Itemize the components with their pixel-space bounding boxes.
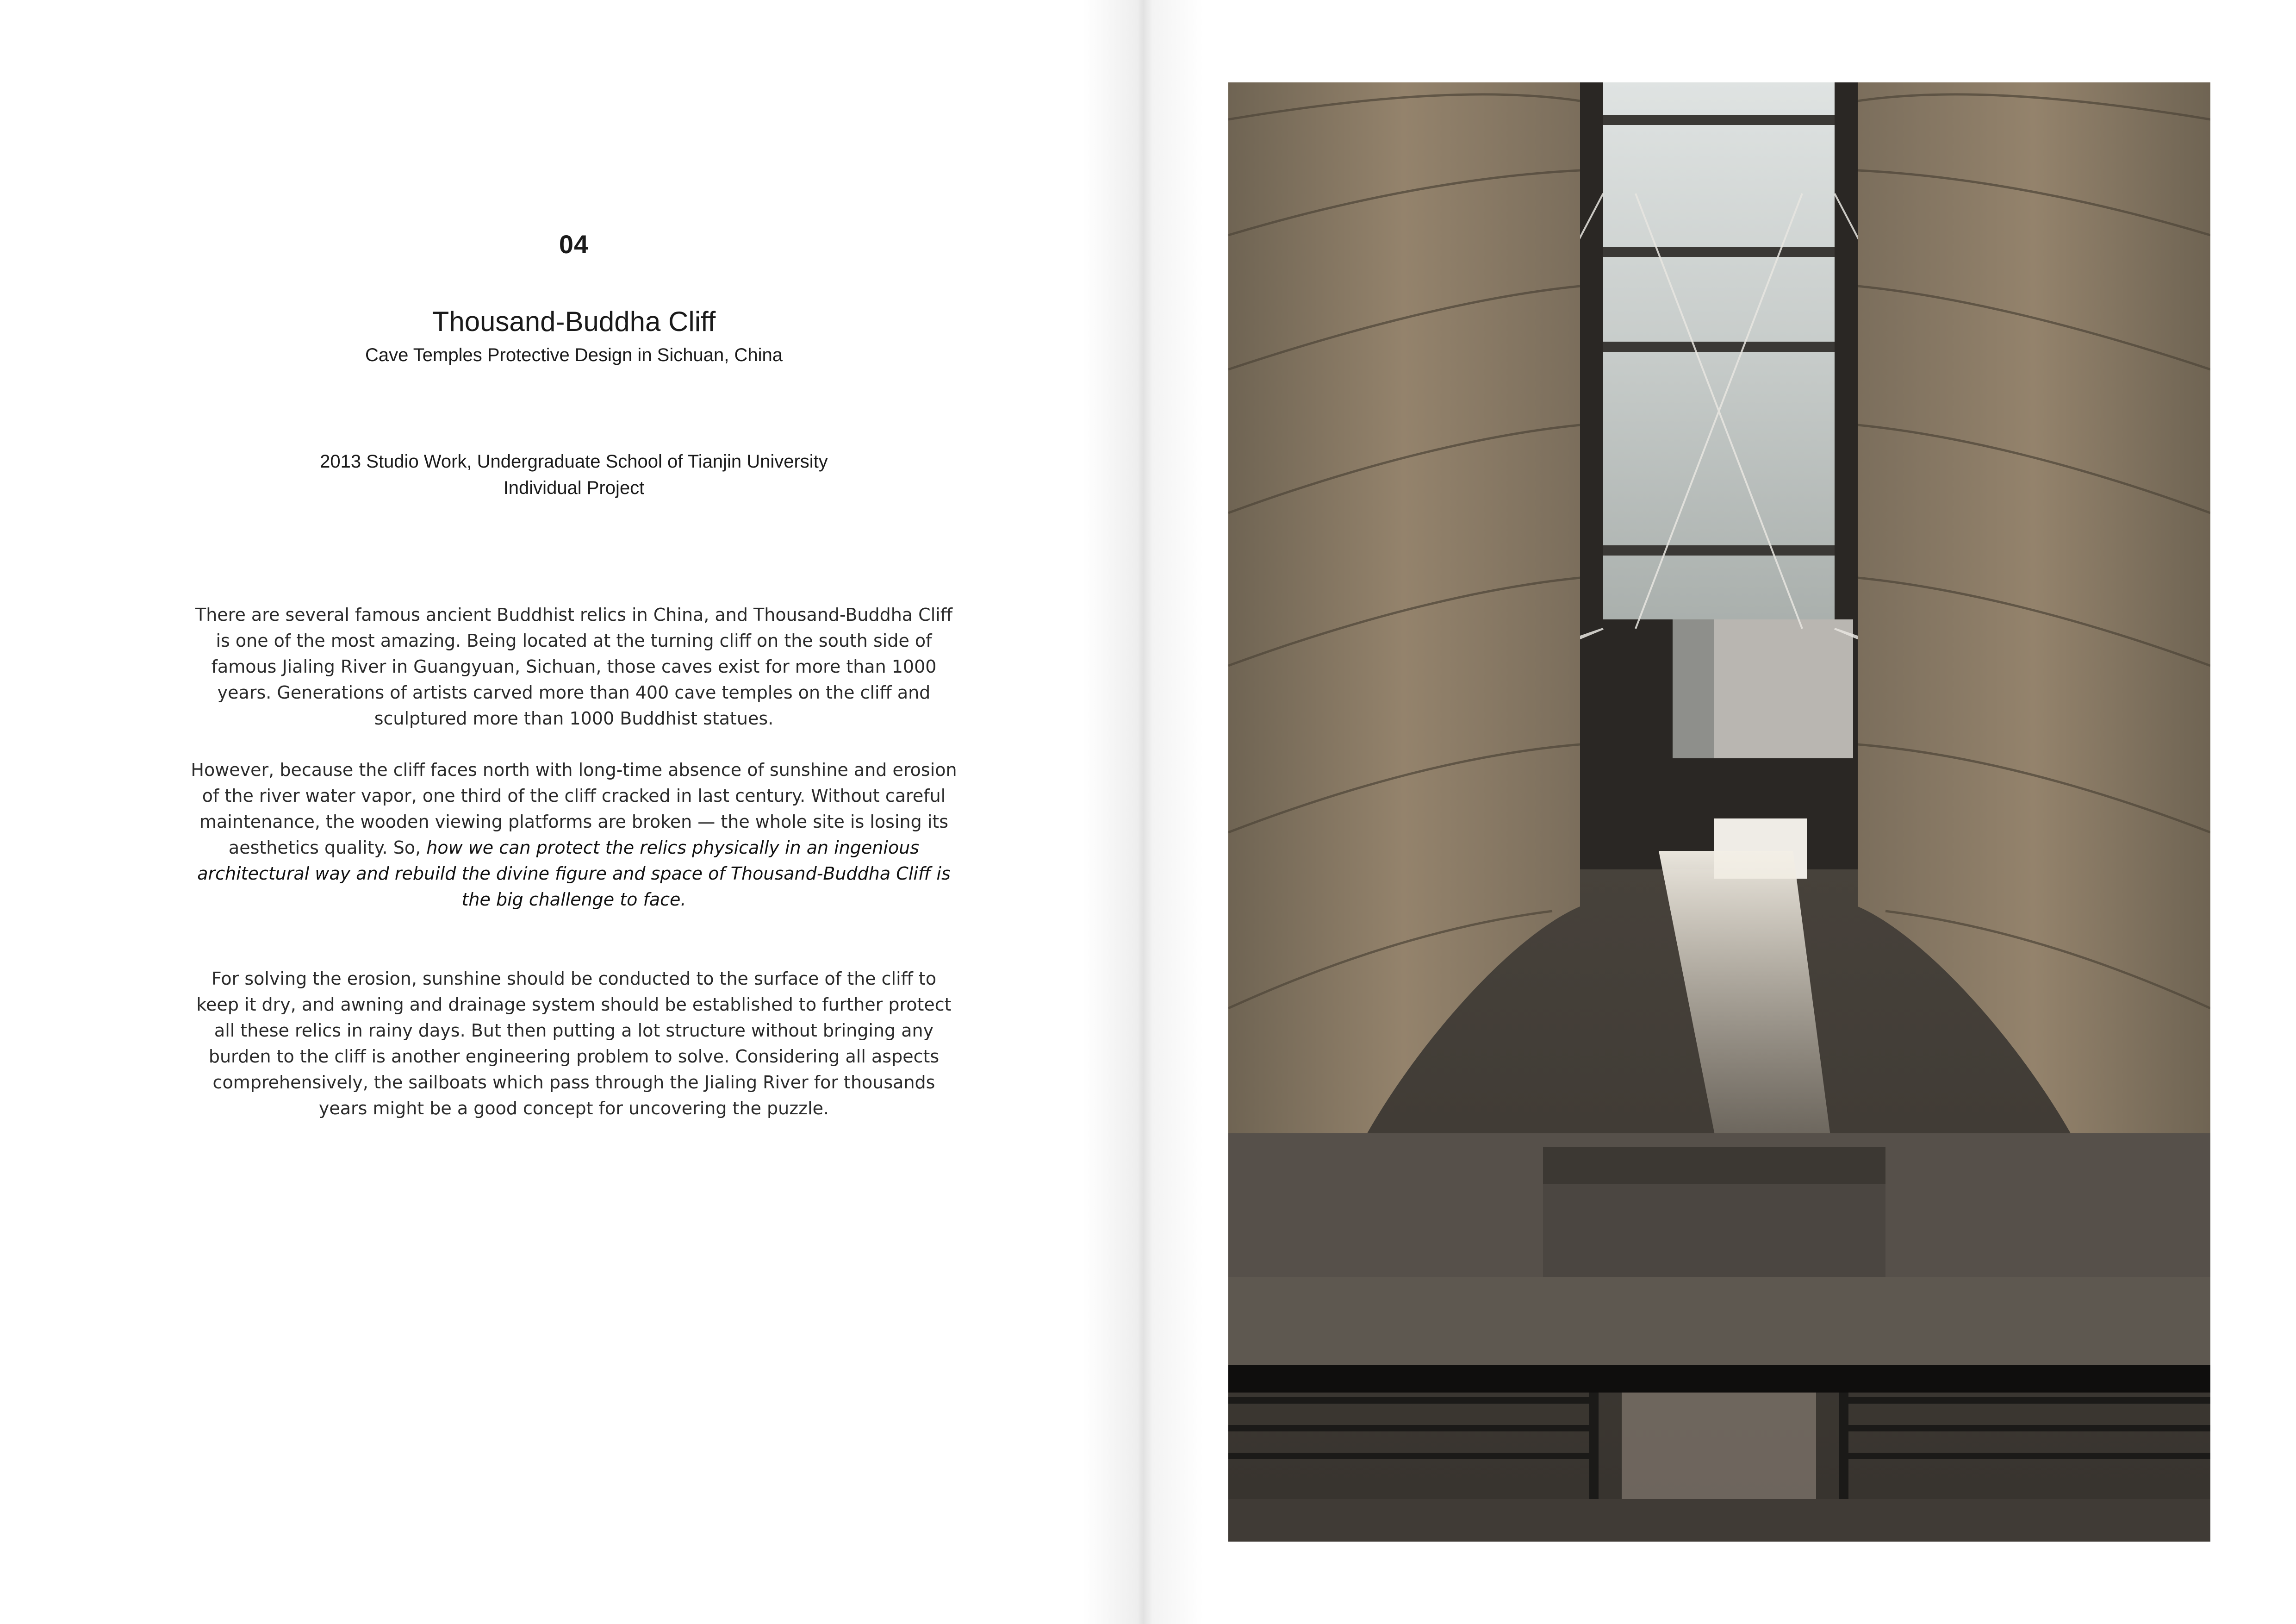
project-type: Individual Project [503,478,645,498]
project-number: 04 [559,230,589,259]
left-page [0,0,1139,1624]
project-title: Thousand-Buddha Cliff [432,306,716,337]
paragraph-solution: For solving the erosion, sunshine should be conducted to the surface of the cliff to keep it dry, and awning and drainage system should be established to further protect all these relics in rainy days. But then putting a lot structure without bringing any burden to the cliff is another engineering problem to solve. Considering all aspects comprehensively, the sailboats which pass through the Jialing River for thousands years might be a good concept for uncovering the puzzle. [196,968,952,1118]
paragraph-problem-emphasis: how we can protect the relics physically in an ingenious architectural way and rebuild the divine figure and space of Thousand-Buddha Cliff is the big challenge to face. [197,837,951,910]
paragraph-problem-text: However, because the cliff faces north with long-time absence of sunshine and erosion of the river water vapor, one third of the cliff cracked in last century. Without careful maintenance, the wooden viewing platforms are broken — the whole site is losing its aesthetics quality. So, [191,760,957,858]
project-subtitle: Cave Temples Protective Design in Sichuan, China [365,345,783,365]
render-illustration [1228,82,2210,1542]
book-gutter-shadow [1083,0,1203,1624]
paragraph-problem [190,757,958,912]
paragraph-intro: There are several famous ancient Buddhist relics in China, and Thousand-Buddha Cliff is one of the most amazing. Being located at the turning cliff on the south side of famous Jialing River in Guangyuan, Sichuan, those caves exist for more than 1000 years. Generations of artists carved more than 400 cave temples on the cliff and sculptured more than 1000 Buddhist statues. [195,605,952,729]
interior-render-image [1228,82,2210,1542]
studio-info: 2013 Studio Work, Undergraduate School of Tianjin University [320,451,828,472]
